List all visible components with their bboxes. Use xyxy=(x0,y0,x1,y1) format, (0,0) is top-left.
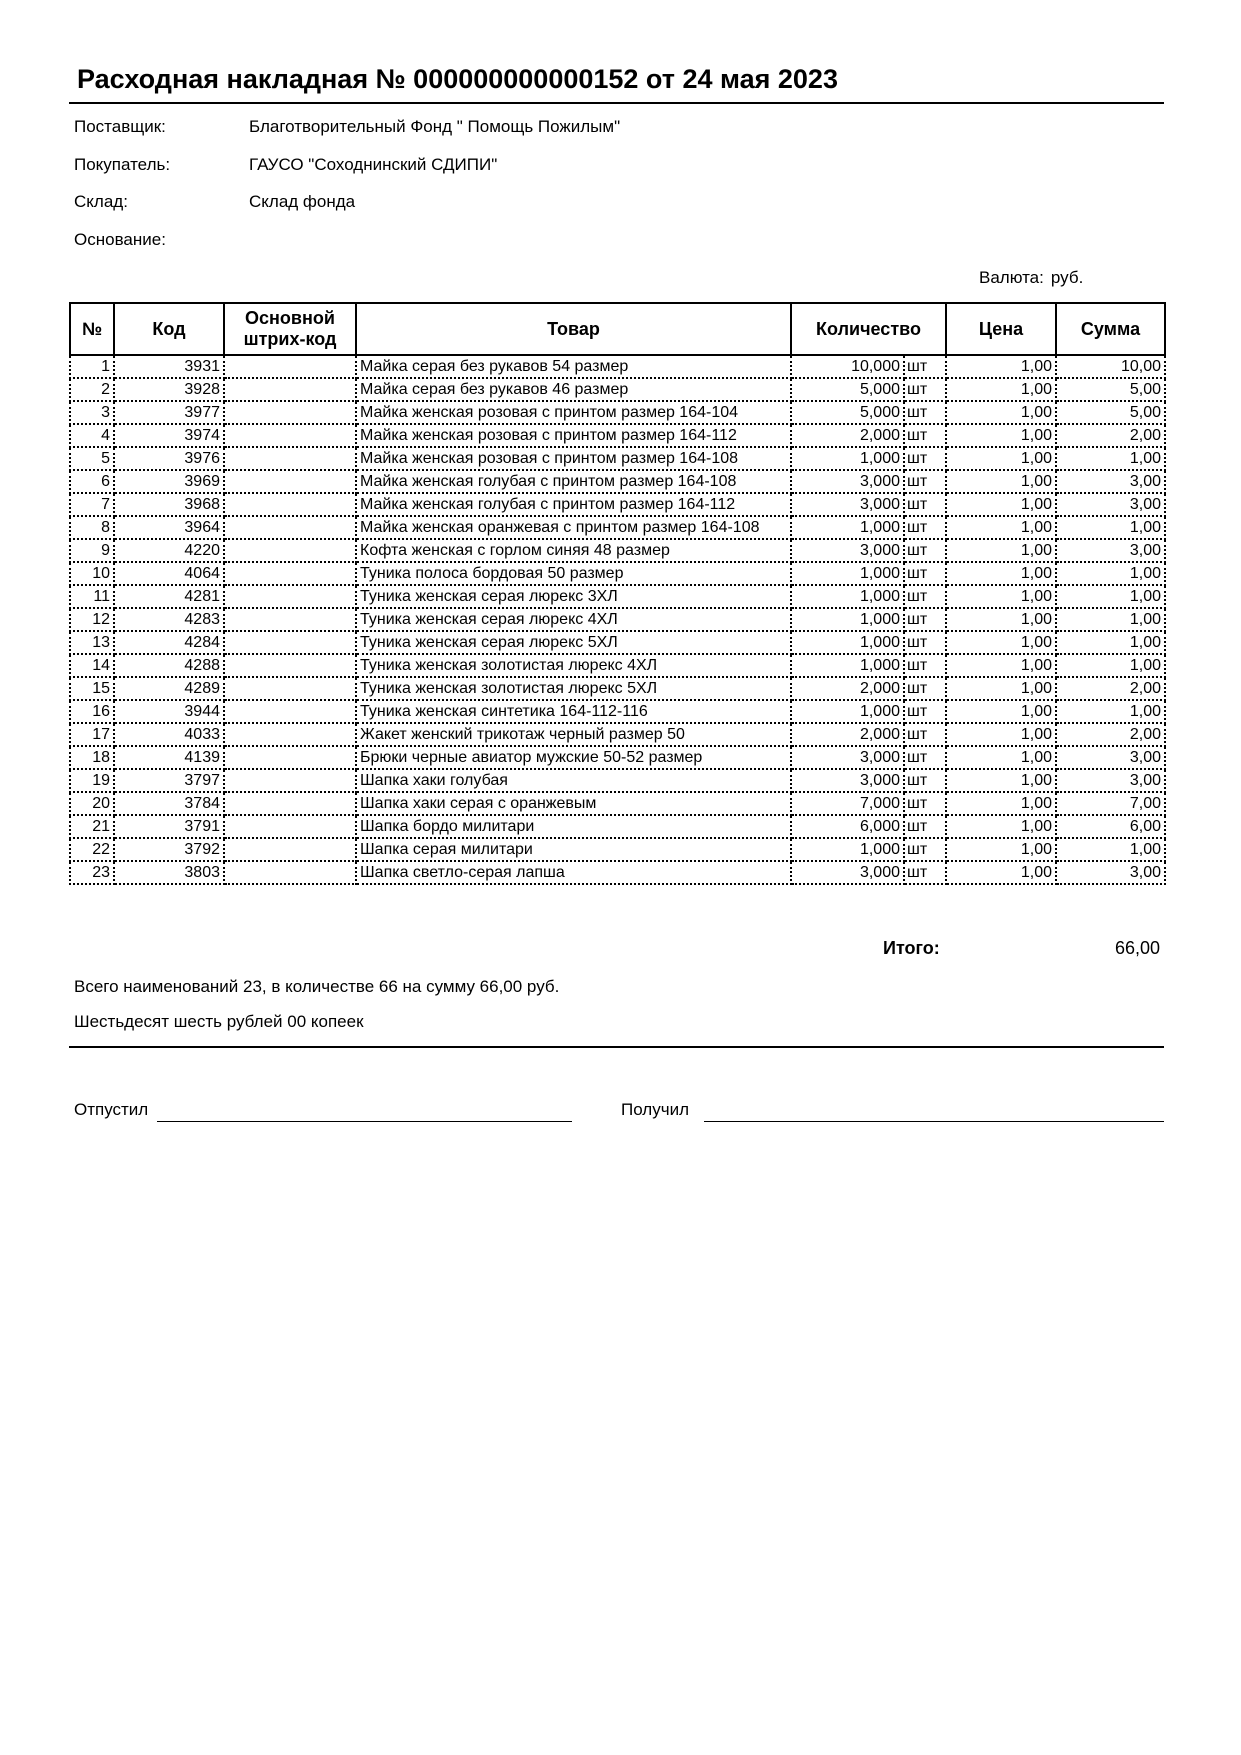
cell-sum: 1,00 xyxy=(1056,700,1165,723)
received-by-signature-line xyxy=(704,1121,1164,1122)
cell-item: Шапка светло-серая лапша xyxy=(356,861,791,884)
cell-qty: 3,000 xyxy=(791,493,904,516)
received-by-label: Получил xyxy=(621,1100,689,1119)
cell-qty: 7,000 xyxy=(791,792,904,815)
cell-code: 3797 xyxy=(114,769,224,792)
cell-qty: 1,000 xyxy=(791,838,904,861)
cell-price: 1,00 xyxy=(946,677,1056,700)
cell-sum: 2,00 xyxy=(1056,723,1165,746)
cell-code: 3791 xyxy=(114,815,224,838)
cell-qty: 1,000 xyxy=(791,654,904,677)
cell-qty: 1,000 xyxy=(791,631,904,654)
cell-sum: 3,00 xyxy=(1056,769,1165,792)
cell-num: 14 xyxy=(70,654,114,677)
cell-unit: шт xyxy=(904,608,946,631)
table-row xyxy=(70,493,1165,516)
cell-qty: 3,000 xyxy=(791,746,904,769)
cell-barcode xyxy=(224,355,356,378)
cell-sum: 1,00 xyxy=(1056,654,1165,677)
header-num: № xyxy=(70,303,114,355)
cell-price: 1,00 xyxy=(946,861,1056,884)
cell-num: 4 xyxy=(70,424,114,447)
cell-unit: шт xyxy=(904,424,946,447)
cell-barcode xyxy=(224,378,356,401)
cell-barcode xyxy=(224,539,356,562)
cell-item: Шапка бордо милитари xyxy=(356,815,791,838)
table-row xyxy=(70,746,1165,769)
cell-barcode xyxy=(224,700,356,723)
cell-qty: 1,000 xyxy=(791,585,904,608)
cell-barcode xyxy=(224,585,356,608)
table-row xyxy=(70,815,1165,838)
currency-label: Валюта: xyxy=(979,268,1044,287)
cell-price: 1,00 xyxy=(946,470,1056,493)
header-qty: Количество xyxy=(791,303,946,355)
cell-code: 4064 xyxy=(114,562,224,585)
cell-sum: 3,00 xyxy=(1056,493,1165,516)
cell-unit: шт xyxy=(904,654,946,677)
buyer-label: Покупатель: xyxy=(74,155,171,174)
cell-qty: 1,000 xyxy=(791,447,904,470)
cell-code: 3931 xyxy=(114,355,224,378)
cell-unit: шт xyxy=(904,792,946,815)
items-table xyxy=(69,302,1166,885)
cell-code: 4139 xyxy=(114,746,224,769)
table-row xyxy=(70,585,1165,608)
cell-sum: 2,00 xyxy=(1056,677,1165,700)
cell-code: 3976 xyxy=(114,447,224,470)
cell-qty: 3,000 xyxy=(791,470,904,493)
cell-num: 3 xyxy=(70,401,114,424)
cell-barcode xyxy=(224,861,356,884)
cell-num: 7 xyxy=(70,493,114,516)
currency xyxy=(979,268,1090,288)
cell-num: 12 xyxy=(70,608,114,631)
cell-price: 1,00 xyxy=(946,608,1056,631)
cell-sum: 3,00 xyxy=(1056,539,1165,562)
cell-barcode xyxy=(224,424,356,447)
table-row xyxy=(70,769,1165,792)
table-row xyxy=(70,447,1165,470)
cell-code: 4288 xyxy=(114,654,224,677)
header-price: Цена xyxy=(946,303,1056,355)
table-row xyxy=(70,654,1165,677)
table-row xyxy=(70,539,1165,562)
cell-qty: 3,000 xyxy=(791,769,904,792)
cell-code: 3969 xyxy=(114,470,224,493)
cell-unit: шт xyxy=(904,585,946,608)
cell-code: 3977 xyxy=(114,401,224,424)
cell-num: 15 xyxy=(70,677,114,700)
cell-unit: шт xyxy=(904,401,946,424)
cell-unit: шт xyxy=(904,723,946,746)
cell-code: 4283 xyxy=(114,608,224,631)
cell-unit: шт xyxy=(904,378,946,401)
cell-item: Майка женская розовая с принтом размер 164-108 xyxy=(356,447,791,470)
cell-price: 1,00 xyxy=(946,746,1056,769)
cell-sum: 2,00 xyxy=(1056,424,1165,447)
supplier-label: Поставщик: xyxy=(74,117,166,136)
cell-price: 1,00 xyxy=(946,355,1056,378)
cell-qty: 2,000 xyxy=(791,723,904,746)
cell-sum: 7,00 xyxy=(1056,792,1165,815)
cell-sum: 1,00 xyxy=(1056,608,1165,631)
cell-item: Майка женская розовая с принтом размер 164-104 xyxy=(356,401,791,424)
cell-code: 3964 xyxy=(114,516,224,539)
cell-num: 16 xyxy=(70,700,114,723)
cell-item: Туника полоса бордовая 50 размер xyxy=(356,562,791,585)
cell-code: 3792 xyxy=(114,838,224,861)
table-row xyxy=(70,677,1165,700)
cell-num: 10 xyxy=(70,562,114,585)
header-item: Товар xyxy=(356,303,791,355)
cell-sum: 1,00 xyxy=(1056,447,1165,470)
cell-qty: 6,000 xyxy=(791,815,904,838)
header-code: Код xyxy=(114,303,224,355)
cell-num: 20 xyxy=(70,792,114,815)
cell-item: Майка женская розовая с принтом размер 164-112 xyxy=(356,424,791,447)
cell-sum: 3,00 xyxy=(1056,861,1165,884)
cell-price: 1,00 xyxy=(946,401,1056,424)
cell-qty: 3,000 xyxy=(791,861,904,884)
cell-item: Майка женская оранжевая с принтом размер 164-108 xyxy=(356,516,791,539)
table-row xyxy=(70,470,1165,493)
cell-num: 1 xyxy=(70,355,114,378)
document-title: Расходная накладная № 000000000000152 от 24 мая 2023 xyxy=(77,64,838,94)
table-row xyxy=(70,608,1165,631)
cell-num: 5 xyxy=(70,447,114,470)
cell-item: Туника женская серая люрекс 4ХЛ xyxy=(356,608,791,631)
cell-unit: шт xyxy=(904,861,946,884)
cell-price: 1,00 xyxy=(946,516,1056,539)
cell-barcode xyxy=(224,493,356,516)
cell-price: 1,00 xyxy=(946,585,1056,608)
cell-item: Майка серая без рукавов 46 размер xyxy=(356,378,791,401)
cell-barcode xyxy=(224,723,356,746)
cell-item: Майка женская голубая с принтом размер 164-108 xyxy=(356,470,791,493)
cell-item: Туника женская синтетика 164-112-116 xyxy=(356,700,791,723)
cell-sum: 1,00 xyxy=(1056,585,1165,608)
cell-sum: 1,00 xyxy=(1056,631,1165,654)
cell-qty: 5,000 xyxy=(791,401,904,424)
table-row xyxy=(70,700,1165,723)
cell-unit: шт xyxy=(904,769,946,792)
cell-num: 9 xyxy=(70,539,114,562)
cell-price: 1,00 xyxy=(946,447,1056,470)
cell-barcode xyxy=(224,562,356,585)
amount-in-words: Шестьдесят шесть рублей 00 копеек xyxy=(74,1012,364,1031)
buyer-value: ГАУСО "Соходнинский СДИПИ" xyxy=(249,155,498,174)
table-row xyxy=(70,723,1165,746)
table-row xyxy=(70,838,1165,861)
table-row xyxy=(70,355,1165,378)
cell-qty: 1,000 xyxy=(791,700,904,723)
cell-unit: шт xyxy=(904,493,946,516)
header-barcode-line2: штрих-код xyxy=(243,329,337,349)
cell-num: 22 xyxy=(70,838,114,861)
cell-item: Шапка хаки серая с оранжевым xyxy=(356,792,791,815)
cell-sum: 1,00 xyxy=(1056,562,1165,585)
cell-code: 3968 xyxy=(114,493,224,516)
cell-unit: шт xyxy=(904,631,946,654)
cell-num: 21 xyxy=(70,815,114,838)
cell-barcode xyxy=(224,677,356,700)
cell-item: Туника женская золотистая люрекс 4ХЛ xyxy=(356,654,791,677)
supplier-value: Благотворительный Фонд " Помощь Пожилым" xyxy=(249,117,621,136)
cell-qty: 2,000 xyxy=(791,677,904,700)
cell-barcode xyxy=(224,746,356,769)
cell-unit: шт xyxy=(904,700,946,723)
cell-code: 4220 xyxy=(114,539,224,562)
header-sum: Сумма xyxy=(1056,303,1165,355)
cell-code: 4033 xyxy=(114,723,224,746)
cell-unit: шт xyxy=(904,539,946,562)
table-row xyxy=(70,516,1165,539)
released-by-label: Отпустил xyxy=(74,1100,149,1119)
cell-price: 1,00 xyxy=(946,723,1056,746)
cell-price: 1,00 xyxy=(946,700,1056,723)
cell-code: 3944 xyxy=(114,700,224,723)
cell-price: 1,00 xyxy=(946,838,1056,861)
cell-barcode xyxy=(224,516,356,539)
cell-sum: 1,00 xyxy=(1056,838,1165,861)
cell-code: 4281 xyxy=(114,585,224,608)
warehouse-label: Склад: xyxy=(74,192,128,211)
basis-label: Основание: xyxy=(74,230,166,249)
cell-num: 19 xyxy=(70,769,114,792)
cell-barcode xyxy=(224,608,356,631)
cell-sum: 6,00 xyxy=(1056,815,1165,838)
cell-num: 23 xyxy=(70,861,114,884)
cell-price: 1,00 xyxy=(946,654,1056,677)
cell-barcode xyxy=(224,654,356,677)
cell-barcode xyxy=(224,815,356,838)
summary-divider xyxy=(69,1046,1164,1048)
cell-code: 4284 xyxy=(114,631,224,654)
cell-num: 11 xyxy=(70,585,114,608)
cell-barcode xyxy=(224,769,356,792)
currency-value: руб. xyxy=(1050,268,1084,287)
cell-num: 17 xyxy=(70,723,114,746)
cell-num: 13 xyxy=(70,631,114,654)
cell-code: 4289 xyxy=(114,677,224,700)
cell-price: 1,00 xyxy=(946,493,1056,516)
cell-unit: шт xyxy=(904,447,946,470)
cell-price: 1,00 xyxy=(946,562,1056,585)
cell-qty: 1,000 xyxy=(791,516,904,539)
cell-qty: 1,000 xyxy=(791,562,904,585)
cell-item: Майка серая без рукавов 54 размер xyxy=(356,355,791,378)
cell-unit: шт xyxy=(904,355,946,378)
table-row xyxy=(70,401,1165,424)
cell-qty: 2,000 xyxy=(791,424,904,447)
cell-item: Брюки черные авиатор мужские 50-52 размер xyxy=(356,746,791,769)
cell-barcode xyxy=(224,838,356,861)
header-barcode-line1: Основной xyxy=(245,308,335,328)
cell-num: 2 xyxy=(70,378,114,401)
cell-unit: шт xyxy=(904,677,946,700)
cell-barcode xyxy=(224,401,356,424)
table-header-row xyxy=(70,303,1165,355)
total-label: Итого: xyxy=(883,938,940,958)
cell-sum: 10,00 xyxy=(1056,355,1165,378)
cell-code: 3803 xyxy=(114,861,224,884)
cell-price: 1,00 xyxy=(946,792,1056,815)
warehouse-value: Склад фонда xyxy=(249,192,356,211)
cell-price: 1,00 xyxy=(946,769,1056,792)
cell-barcode xyxy=(224,447,356,470)
cell-price: 1,00 xyxy=(946,815,1056,838)
cell-code: 3784 xyxy=(114,792,224,815)
cell-price: 1,00 xyxy=(946,539,1056,562)
cell-sum: 3,00 xyxy=(1056,746,1165,769)
table-row xyxy=(70,631,1165,654)
total-value: 66,00 xyxy=(1114,938,1160,958)
cell-item: Кофта женская с горлом синяя 48 размер xyxy=(356,539,791,562)
cell-item: Майка женская голубая с принтом размер 164-112 xyxy=(356,493,791,516)
cell-sum: 5,00 xyxy=(1056,378,1165,401)
table-row xyxy=(70,861,1165,884)
title-divider xyxy=(69,102,1164,104)
table-row xyxy=(70,424,1165,447)
cell-barcode xyxy=(224,470,356,493)
cell-barcode xyxy=(224,792,356,815)
cell-unit: шт xyxy=(904,815,946,838)
cell-sum: 3,00 xyxy=(1056,470,1165,493)
header-barcode xyxy=(224,303,356,355)
cell-unit: шт xyxy=(904,562,946,585)
cell-price: 1,00 xyxy=(946,424,1056,447)
cell-num: 18 xyxy=(70,746,114,769)
cell-item: Туника женская серая люрекс 3ХЛ xyxy=(356,585,791,608)
cell-code: 3928 xyxy=(114,378,224,401)
cell-sum: 5,00 xyxy=(1056,401,1165,424)
cell-item: Шапка хаки голубая xyxy=(356,769,791,792)
cell-unit: шт xyxy=(904,838,946,861)
table-row xyxy=(70,792,1165,815)
cell-price: 1,00 xyxy=(946,631,1056,654)
cell-item: Жакет женский трикотаж черный размер 50 xyxy=(356,723,791,746)
cell-price: 1,00 xyxy=(946,378,1056,401)
cell-qty: 10,000 xyxy=(791,355,904,378)
cell-qty: 5,000 xyxy=(791,378,904,401)
cell-barcode xyxy=(224,631,356,654)
cell-sum: 1,00 xyxy=(1056,516,1165,539)
cell-item: Туника женская серая люрекс 5ХЛ xyxy=(356,631,791,654)
cell-num: 8 xyxy=(70,516,114,539)
cell-item: Шапка серая милитари xyxy=(356,838,791,861)
cell-unit: шт xyxy=(904,470,946,493)
cell-num: 6 xyxy=(70,470,114,493)
cell-qty: 1,000 xyxy=(791,608,904,631)
table-row xyxy=(70,562,1165,585)
table-row xyxy=(70,378,1165,401)
cell-item: Туника женская золотистая люрекс 5ХЛ xyxy=(356,677,791,700)
summary-line: Всего наименований 23, в количестве 66 на сумму 66,00 руб. xyxy=(74,977,560,996)
cell-code: 3974 xyxy=(114,424,224,447)
released-by-signature-line xyxy=(157,1121,572,1122)
cell-qty: 3,000 xyxy=(791,539,904,562)
cell-unit: шт xyxy=(904,746,946,769)
cell-unit: шт xyxy=(904,516,946,539)
